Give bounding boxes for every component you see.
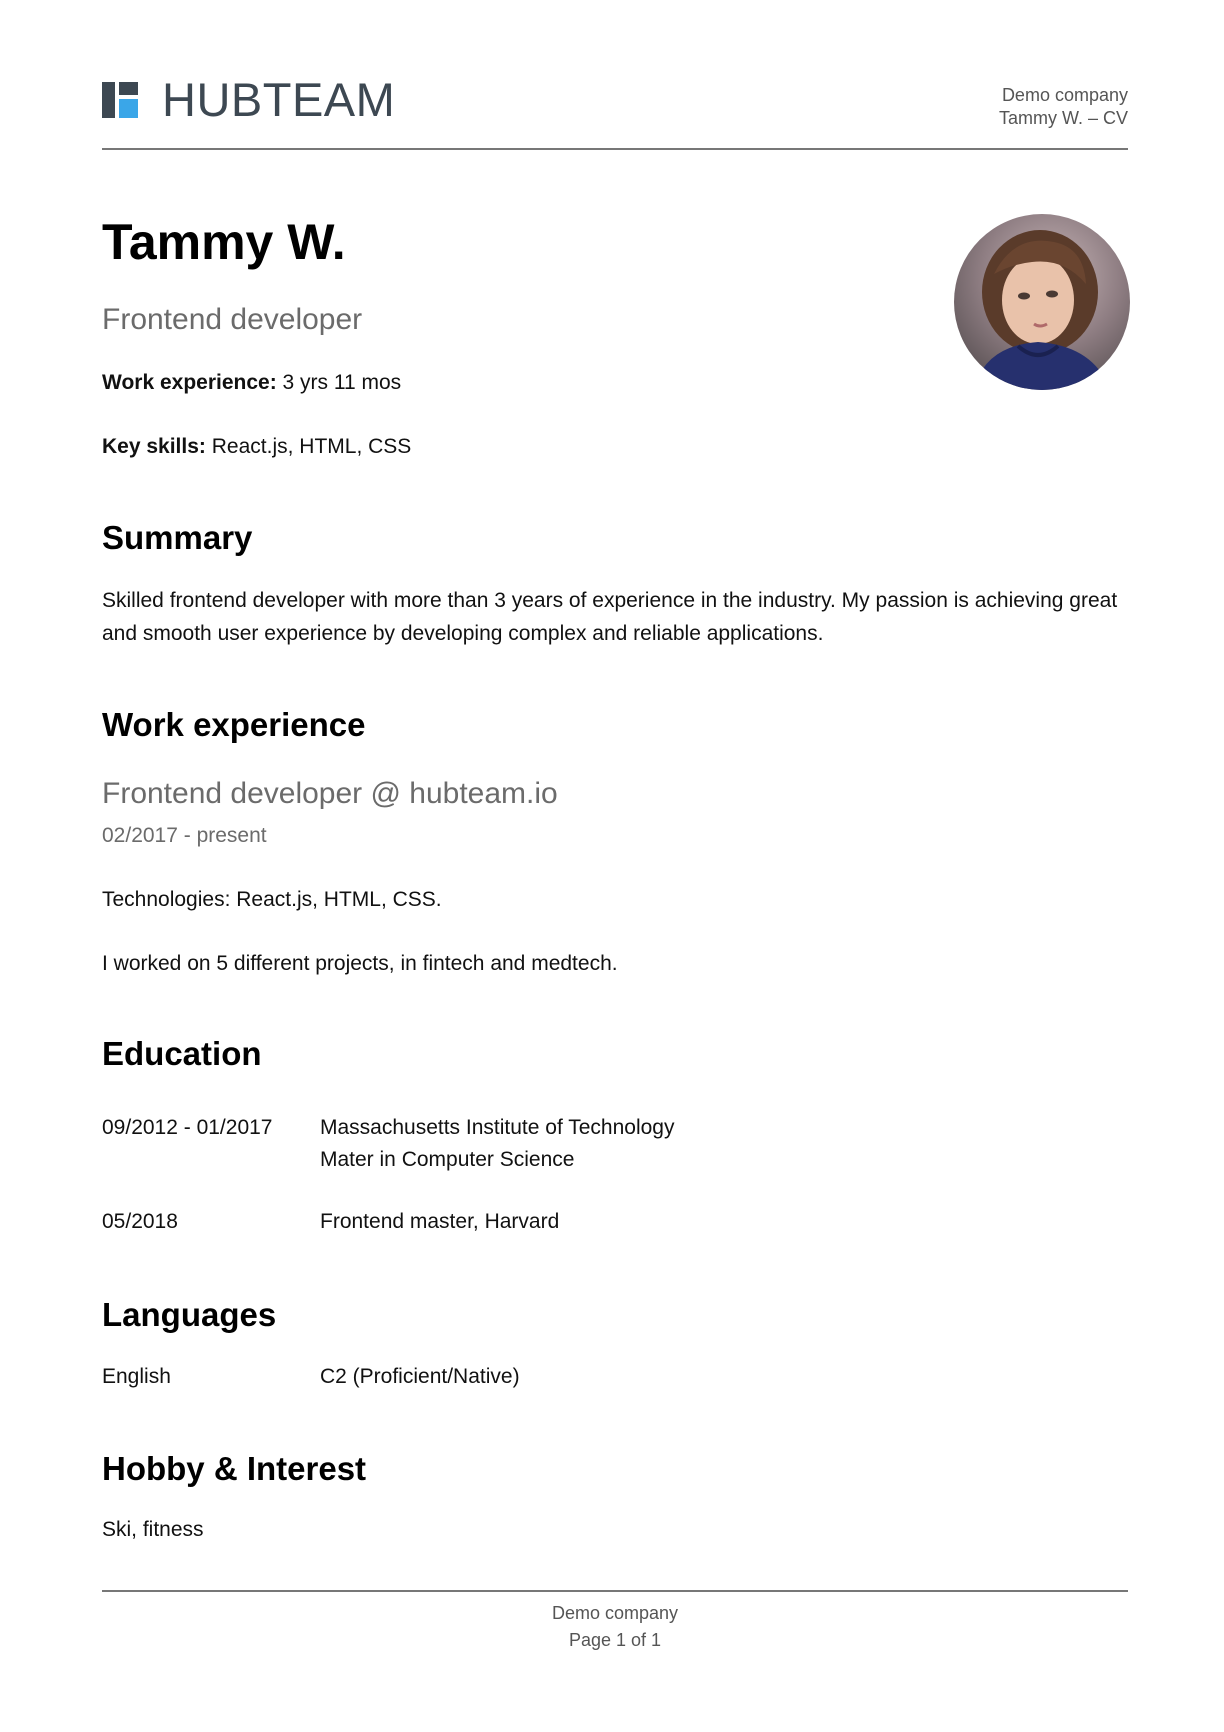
education-item [102,1112,1128,1176]
education-heading: Education [102,1035,262,1072]
footer-company: Demo company [551,1603,679,1623]
hobby-text: Ski, fitness [102,1518,204,1541]
page-header [102,73,1128,150]
key-skills-line [102,434,411,460]
header-meta [999,84,1128,130]
key-skills-label: Key skills: [102,435,206,458]
work-experience-heading: Work experience [102,706,366,743]
hobby-heading: Hobby & Interest [102,1450,367,1487]
page-footer [102,1600,1128,1654]
logo-mark-icon [102,82,138,118]
candidate-name: Tammy W. [102,214,346,270]
logo-text: HUBTEAM [162,73,396,126]
education-details [320,1112,674,1176]
education-degree: Mater in Computer Science [320,1148,575,1171]
languages-heading: Languages [102,1296,277,1333]
work-experience-line [102,370,401,396]
hubteam-logo [102,73,396,126]
job-technologies: Technologies: React.js, HTML, CSS. [102,888,442,911]
work-experience-label: Work experience: [102,371,277,394]
summary-text: Skilled frontend developer with more than 3 years of experience in the industry. My passion is achieving great and smooth user experience by developing complex and reliable applications. [102,589,1118,645]
key-skills-value: React.js, HTML, CSS [211,435,412,458]
header-company: Demo company [1001,85,1128,105]
education-institution: Frontend master, Harvard [320,1210,560,1233]
language-name: English [102,1365,171,1388]
education-dates: 05/2018 [102,1210,178,1233]
job-dates: 02/2017 - present [102,824,267,847]
header-divider [102,148,1128,150]
education-dates: 09/2012 - 01/2017 [102,1116,273,1139]
page-number: Page 1 of 1 [568,1630,662,1650]
summary-heading: Summary [102,519,253,556]
cv-page [102,0,1128,1732]
job-title: Frontend developer @ hubteam.io [102,777,558,810]
education-institution: Massachusetts Institute of Technology [320,1116,675,1139]
candidate-role: Frontend developer [102,303,363,336]
work-experience-value: 3 yrs 11 mos [282,371,402,394]
language-level: C2 (Proficient/Native) [320,1365,520,1388]
profile-photo [954,214,1130,390]
header-doc-title: Tammy W. – CV [998,108,1128,128]
footer-divider [102,1590,1128,1592]
job-description: I worked on 5 different projects, in fintech and medtech. [102,952,618,975]
